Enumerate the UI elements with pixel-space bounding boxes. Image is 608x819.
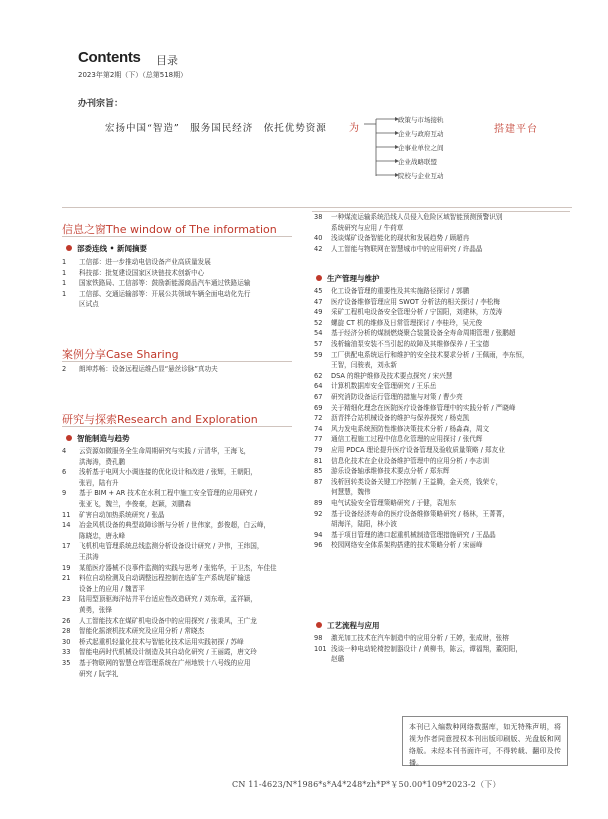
toc-entry[interactable] bbox=[314, 633, 572, 644]
toc-entry-text: 电气试验安全管理策略研究 / 于健，袁旭东 bbox=[331, 499, 457, 507]
toc-entry-text: 张岩，陆有升 bbox=[79, 478, 119, 487]
toc-entry-text: 某船医疗器械不良事件监测的实践与思考 / 张铭华，于卫杰，车佳佳 bbox=[79, 563, 277, 572]
toc-entry-text: 区试点 bbox=[79, 300, 99, 309]
toc-entry[interactable] bbox=[314, 350, 572, 371]
toc-entry[interactable] bbox=[62, 563, 302, 574]
subsection-label: 工艺流程与应用 bbox=[327, 621, 380, 630]
copyright-notice: 本刊已入编数种网络数据库，如无特殊声明，将视为作者同意授权本刊出版印刷版、光盘版和网络版。未经本刊书面许可，不得转载、翻印及传播。 bbox=[402, 716, 568, 766]
toc-page-number: 101 bbox=[314, 644, 327, 653]
toc-entry-text: 智能电码时代机械设计制造及其自动化研究 / 王丽霞，唐文玲 bbox=[79, 648, 257, 657]
toc-entry-text: 沥青拌合站机械设备的维护与保养探究 / 杨克凯 bbox=[331, 414, 470, 423]
subsection-ministry-news bbox=[66, 243, 147, 254]
branch-policy-market: 政策与市场接轨 bbox=[398, 116, 444, 124]
toc-entry-text: 浅谈煤矿设备智能化的现状和发展趋势 / 顾超冉 bbox=[331, 234, 470, 243]
toc-page-number: 1 bbox=[62, 289, 67, 298]
toc-page-number: 92 bbox=[314, 509, 323, 518]
toc-entry[interactable] bbox=[62, 520, 302, 541]
toc-entry[interactable] bbox=[314, 530, 572, 541]
toc-page-number: 49 bbox=[314, 308, 323, 317]
toc-entry-text: 通信工程施工过程中信息化管理的应用探讨 / 张代辉 bbox=[331, 435, 483, 444]
toc-entry-text: 研究消防设备运行管理的措施与对策 / 曹少亮 bbox=[331, 393, 463, 401]
toc-page-number: 45 bbox=[314, 287, 323, 295]
toc-entry[interactable] bbox=[314, 328, 572, 339]
section-title-research: 研究与探索Research and Exploration bbox=[62, 413, 258, 426]
section-divider bbox=[62, 361, 292, 362]
subsection-label: 智能制造与趋势 bbox=[77, 434, 130, 443]
toc-entry-text: 国家铁路局、工信部等：鼓励新能源商品汽车通过铁路运输 bbox=[79, 279, 251, 288]
toc-entry[interactable] bbox=[62, 573, 302, 594]
toc-entry-text: 工厂供配电系统运行和维护的安全技术要求分析 / 王佩雨，李东恒， bbox=[331, 350, 529, 359]
toc-page-number: 42 bbox=[314, 244, 323, 253]
toc-entry[interactable] bbox=[62, 364, 302, 375]
toc-entry[interactable] bbox=[62, 446, 302, 467]
toc-page-number: 28 bbox=[62, 627, 71, 636]
toc-entry-text: 关于精细化理念在医院医疗设备维修管理中的实践分析 / 严晓峰 bbox=[331, 403, 516, 412]
toc-entry[interactable] bbox=[314, 212, 572, 233]
toc-entry-text: 信息化技术在企业设备维护管理中的应用分析 / 李志训 bbox=[331, 456, 490, 465]
toc-entry-text: 研究 / 阮学礼 bbox=[79, 669, 119, 678]
toc-page-number: 79 bbox=[314, 446, 323, 454]
toc-entry[interactable] bbox=[314, 286, 572, 297]
toc-entry[interactable] bbox=[314, 540, 572, 551]
toc-entry[interactable] bbox=[314, 466, 572, 477]
bullet-dot bbox=[316, 275, 322, 281]
toc-entry[interactable] bbox=[62, 541, 302, 562]
toc-entry-text: 张亚飞，魏兰，李俊豪，赵颖，刘鹏森 bbox=[79, 499, 192, 508]
toc-entry-text: 医疗设备维修管理应用 SWOT 分析法的相关探讨 / 李松梅 bbox=[331, 297, 500, 306]
toc-entry[interactable] bbox=[314, 233, 572, 244]
toc-page-number: 4 bbox=[62, 447, 67, 455]
toc-entry-text: 云资源如微服务全生命周期研究与实践 / 亓清华，王海飞， bbox=[79, 447, 251, 455]
toc-entry-text: 基于 BIM + AR 技术在水利工程中施工安全管理的应用研究 / bbox=[79, 489, 257, 498]
toc-entry-text: 智能化摇滚机技术研究及应用分析 / 常晓杰 bbox=[79, 627, 205, 636]
toc-page-number: 85 bbox=[314, 467, 323, 476]
toc-entry-text: 应用 PDCA 理论提升医疗设备管理及验收质量策略 / 郑友业 bbox=[331, 446, 505, 454]
toc-entry[interactable] bbox=[314, 307, 572, 318]
toc-page-number: 17 bbox=[62, 542, 71, 551]
toc-page-number: 26 bbox=[62, 616, 71, 625]
toc-entry[interactable] bbox=[62, 647, 302, 658]
toc-page-number: 77 bbox=[314, 435, 323, 444]
bullet-dot bbox=[316, 622, 322, 628]
section-divider bbox=[62, 426, 292, 427]
toc-entry-text: 胡海洋，陆阳，林小波 bbox=[331, 520, 397, 529]
toc-entry[interactable] bbox=[62, 594, 302, 615]
toc-entry-text: 设备上的应用 / 魏晋平 bbox=[79, 584, 145, 593]
toc-entry-text: 一种煤流运输系统沿线人员侵入危险区域智能预测预警识别 bbox=[331, 213, 503, 221]
toc-entry-text: 人工智能与物联网在智慧城市中的应用研究 / 许晶晶 bbox=[331, 244, 483, 253]
slogan-for: 为 bbox=[349, 123, 359, 134]
toc-entry-text: 陆用型顶驱海洋钻井平台适应性改造研究 / 刘东章，孟祥颖， bbox=[79, 595, 257, 604]
toc-page-number: 52 bbox=[314, 318, 323, 327]
toc-entry[interactable] bbox=[62, 637, 302, 648]
toc-entry-text: 浅析回转类设备关键工序控制 / 王益腾，金天亮，钱荣专， bbox=[331, 477, 503, 486]
toc-entry[interactable] bbox=[314, 339, 572, 350]
toc-entry-text: 浅析输油泵安装不当引起的故障及其维修保养 / 王宝德 bbox=[331, 340, 490, 348]
branch-school-enterprise: 院校与企业互动 bbox=[398, 172, 444, 180]
toc-entry-text: 工信部、交通运输部等：开展公共领域车辆全面电动化先行 bbox=[79, 289, 251, 298]
toc-page-number: 69 bbox=[314, 403, 323, 412]
toc-entry-text: 王洪涛 bbox=[79, 552, 99, 561]
toc-page-number: 14 bbox=[62, 521, 71, 530]
toc-entry[interactable] bbox=[314, 498, 572, 509]
toc-entry[interactable] bbox=[62, 626, 302, 637]
subsection-label: 部委连线 • 新闻摘要 bbox=[77, 244, 148, 253]
purpose-slogan: 宏扬中国“智造” 服务国民经济 依托优势资源 bbox=[105, 123, 327, 134]
toc-entry[interactable] bbox=[314, 244, 572, 255]
toc-entry-text: 洪海涛，费孔鹏 bbox=[79, 457, 126, 466]
contents-title-cn: 目录 bbox=[156, 54, 178, 67]
toc-entry[interactable] bbox=[62, 289, 302, 310]
toc-entry-text: 冶金风机设备的典型故障诊断与分析 / 世伟家，彭俊超，白云峰， bbox=[79, 521, 271, 530]
toc-page-number: 47 bbox=[314, 297, 323, 306]
toc-page-number: 30 bbox=[62, 637, 71, 646]
toc-entry-text: 螺旋 CT 机的维修及日常管理探讨 / 李桂玲，吴元俊 bbox=[331, 318, 483, 327]
toc-entry-text: 王智，闫骏表，刘永新 bbox=[331, 361, 397, 370]
toc-page-number: 96 bbox=[314, 541, 323, 550]
toc-entry[interactable] bbox=[314, 297, 572, 308]
branch-institutions: 企事业单位之间 bbox=[398, 144, 444, 152]
toc-entry[interactable] bbox=[314, 509, 572, 530]
toc-entry[interactable] bbox=[314, 381, 572, 392]
toc-entry-text: 浅析基于电网大小调连接的优化设计和改进 / 张辉，王朝阳， bbox=[79, 468, 257, 477]
toc-entry[interactable] bbox=[314, 413, 572, 424]
toc-page-number: 1 bbox=[62, 268, 67, 277]
toc-entry-text: 陈晓忠，唐永峰 bbox=[79, 531, 126, 540]
issue-info: 2023年第2期（下）（总第518期） bbox=[78, 71, 188, 79]
section-title-case-sharing: 案例分享Case Sharing bbox=[62, 348, 179, 361]
toc-page-number: 89 bbox=[314, 499, 323, 507]
toc-entry-text: 系统研究与应用 / 牛荷草 bbox=[331, 223, 404, 232]
toc-entry[interactable] bbox=[314, 477, 572, 498]
toc-entry-text: 基于设备经济寿命的医疗设备维修策略研究 / 杨林，王菁菁， bbox=[331, 509, 509, 518]
toc-page-number: 59 bbox=[314, 350, 323, 359]
toc-entry[interactable] bbox=[62, 658, 302, 679]
purpose-label: 办刊宗旨： bbox=[78, 99, 124, 109]
subsection-smart-manufacturing bbox=[66, 433, 130, 444]
toc-entry[interactable] bbox=[314, 392, 572, 403]
subsection-label: 生产管理与维护 bbox=[327, 274, 380, 283]
branch-enterprise-government: 企业与政府互动 bbox=[398, 130, 444, 138]
toc-entry[interactable] bbox=[314, 318, 572, 329]
toc-page-number: 1 bbox=[62, 279, 67, 288]
toc-entry[interactable] bbox=[314, 434, 572, 445]
toc-entry-text: 浅谈一种电动轮椅控制器设计 / 黄柳书，陈云，谭福翔，董阳阳， bbox=[331, 644, 523, 653]
toc-entry-text: 黄勇，张锋 bbox=[79, 605, 112, 614]
toc-entry-text: 赵璐 bbox=[331, 655, 345, 664]
cn-code: CN 11-4623/N*1986*s*A4*248*zh*P*￥50.00*109*2023-2（下） bbox=[232, 780, 501, 789]
section-divider bbox=[62, 236, 292, 237]
toc-page-number: 64 bbox=[314, 382, 323, 391]
toc-page-number: 38 bbox=[314, 213, 323, 221]
toc-entry-text: 飞机机电管理系统总线监测分析设备设计研究 / 尹伟，王纬国， bbox=[79, 542, 264, 551]
toc-entry-text: 采矿工程机电设备安全管理分析 / 宁国阳，刘建林，方茂涛 bbox=[331, 308, 503, 317]
toc-page-number: 98 bbox=[314, 634, 323, 642]
toc-entry[interactable] bbox=[62, 510, 302, 521]
subsection-production bbox=[316, 273, 380, 284]
toc-entry-text: 基于经济分析的煤制燃烧聚合装置设备全寿命周期管理 / 张鹏超 bbox=[331, 329, 516, 338]
toc-page-number: 40 bbox=[314, 234, 323, 243]
toc-page-number: 6 bbox=[62, 468, 67, 477]
toc-entry[interactable] bbox=[314, 424, 572, 435]
toc-entry-text: 工信部：进一步推动电信设备产业高质量发展 bbox=[79, 258, 211, 266]
toc-entry[interactable] bbox=[314, 456, 572, 467]
toc-page-number: 9 bbox=[62, 489, 67, 498]
toc-page-number: 19 bbox=[62, 563, 71, 572]
toc-entry-text: 计算机数据库安全管理研究 / 王乐岳 bbox=[331, 382, 437, 391]
toc-entry-text: 朗坤苏畅：设备远程运维凸显“悬丝诊脉”真功夫 bbox=[79, 365, 218, 373]
toc-page-number: 72 bbox=[314, 414, 323, 423]
toc-entry[interactable] bbox=[314, 371, 572, 382]
toc-entry-text: 何慧慧，魏伟 bbox=[331, 488, 371, 497]
bullet-dot bbox=[66, 435, 72, 441]
toc-entry[interactable] bbox=[62, 616, 302, 627]
contents-title: Contents bbox=[78, 49, 141, 66]
toc-entry-text: 风力发电系统预防性维修决策技术分析 / 杨淼森，周文 bbox=[331, 424, 490, 433]
toc-page-number: 11 bbox=[62, 510, 71, 519]
toc-entry-text: 基于物联网的智慧仓库管理系统在广州地铁十八号线的应用 bbox=[79, 659, 251, 667]
toc-entry-text: 基于项目管理的港口起重机械制造管理措施研究 / 王晶晶 bbox=[331, 530, 496, 539]
toc-page-number: 94 bbox=[314, 530, 323, 539]
toc-page-number: 81 bbox=[314, 456, 323, 465]
toc-page-number: 2 bbox=[62, 365, 67, 373]
purpose-branch-lines bbox=[362, 114, 402, 186]
toc-entry-text: 桥式起重机轻量化技术与智能化技术运用实践初探 / 苏峰 bbox=[79, 637, 244, 646]
toc-page-number: 54 bbox=[314, 329, 323, 338]
toc-page-number: 33 bbox=[62, 648, 71, 657]
toc-entry[interactable] bbox=[314, 445, 572, 456]
section-title-info-window: 信息之窗The window of The information bbox=[62, 223, 277, 236]
toc-entry[interactable] bbox=[62, 467, 302, 488]
toc-page-number: 1 bbox=[62, 258, 67, 266]
toc-page-number: 74 bbox=[314, 424, 323, 433]
toc-entry[interactable] bbox=[314, 403, 572, 414]
toc-entry[interactable] bbox=[62, 278, 302, 289]
toc-entry-text: 科技部：批复建设国家区块链技术创新中心 bbox=[79, 268, 205, 277]
toc-entry[interactable] bbox=[62, 257, 302, 268]
toc-entry-text: 校园网络安全体系架构搭建的技术策略分析 / 宋丽峰 bbox=[331, 541, 483, 550]
toc-page-number: 87 bbox=[314, 477, 323, 486]
subsection-craft bbox=[316, 620, 380, 631]
toc-page-number: 23 bbox=[62, 595, 71, 604]
toc-entry-text: 化工设备管理的重要性及其实施路径探讨 / 郭鹏 bbox=[331, 287, 470, 295]
toc-entry[interactable] bbox=[314, 644, 572, 665]
toc-entry-text: DSA 的维护维修及技术要点探究 / 宋兴慧 bbox=[331, 371, 453, 380]
toc-entry-text: 游乐设备轴承维修技术要点分析 / 郑东辉 bbox=[331, 467, 450, 476]
toc-page-number: 62 bbox=[314, 371, 323, 380]
toc-entry-text: 矿害自动加热系统研究 / 张晶 bbox=[79, 510, 165, 519]
toc-page-number: 35 bbox=[62, 659, 71, 667]
bullet-dot bbox=[66, 245, 72, 251]
slogan-build-platform: 搭建平台 bbox=[494, 124, 538, 135]
toc-page-number: 67 bbox=[314, 393, 323, 401]
toc-page-number: 57 bbox=[314, 340, 323, 348]
toc-entry-text: 料位自动检测及自动调整远程控制在选矿生产系统尾矿输送 bbox=[79, 574, 251, 583]
toc-entry[interactable] bbox=[62, 268, 302, 279]
toc-page-number: 21 bbox=[62, 574, 71, 583]
toc-entry-text: 激光加工技术在汽车制造中的应用分析 / 王婷，张成财，张榕 bbox=[331, 634, 509, 642]
header-divider bbox=[62, 207, 572, 208]
toc-entry-text: 人工智能技术在煤矿机电设备中的应用探究 / 张秉风，王广龙 bbox=[79, 616, 257, 625]
toc-entry[interactable] bbox=[62, 488, 302, 509]
branch-strategic-alliance: 企业战略联盟 bbox=[398, 158, 437, 166]
